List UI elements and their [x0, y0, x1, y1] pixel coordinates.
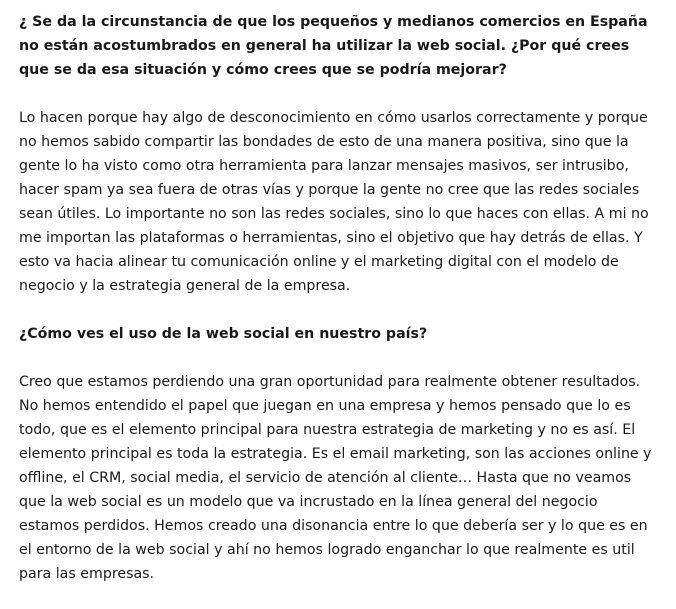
interview-question-2: ¿Cómo ves el uso de la web social en nuestro país?	[19, 326, 428, 342]
interview-question-1: ¿ Se da la circunstancia de que los pequeños y medianos comercios en España no están acostumbrados en general ha utilizar la web social. ¿Por qué crees que se da esa situación y cómo crees que se podría mejorar?	[19, 14, 648, 78]
interview-answer-1: Lo hacen porque hay algo de desconocimiento en cómo usarlos correctamente y porque no hemos sabido compartir las bondades de esto de una manera positiva, sino que la gente lo ha visto como otra herramienta para lanzar mensajes masivos, ser intrusibo, hacer spam ya sea fuera de otras vías y porque la gente no cree que las redes sociales sean útiles. Lo importante no son las redes sociales, sino lo que haces con ellas. A mi no me importan las plataformas o herramientas, sino el objetivo que hay detrás de ellas. Y esto va hacia alinear tu comunicación online y el marketing digital con el modelo de negocio y la estrategia general de la empresa.	[19, 110, 649, 294]
interview-answer-2: Creo que estamos perdiendo una gran oportunidad para realmente obtener resultados. No hemos entendido el papel que juegan en una empresa y hemos pensado que lo es todo, que es el elemento principal para nuestra estrategia de marketing y no es así. El elemento principal es toda la estrategia. Es el email marketing, son las acciones online y offline, el CRM, social media, el servicio de atención al cliente… Hasta que no veamos que la web social es un modelo que va incrustado en la línea general del negocio estamos perdidos. Hemos creado una disonancia entre lo que debería ser y lo que es en el entorno de la web social y ahí no hemos logrado enganchar lo que realmente es util para las empresas.	[19, 374, 652, 582]
